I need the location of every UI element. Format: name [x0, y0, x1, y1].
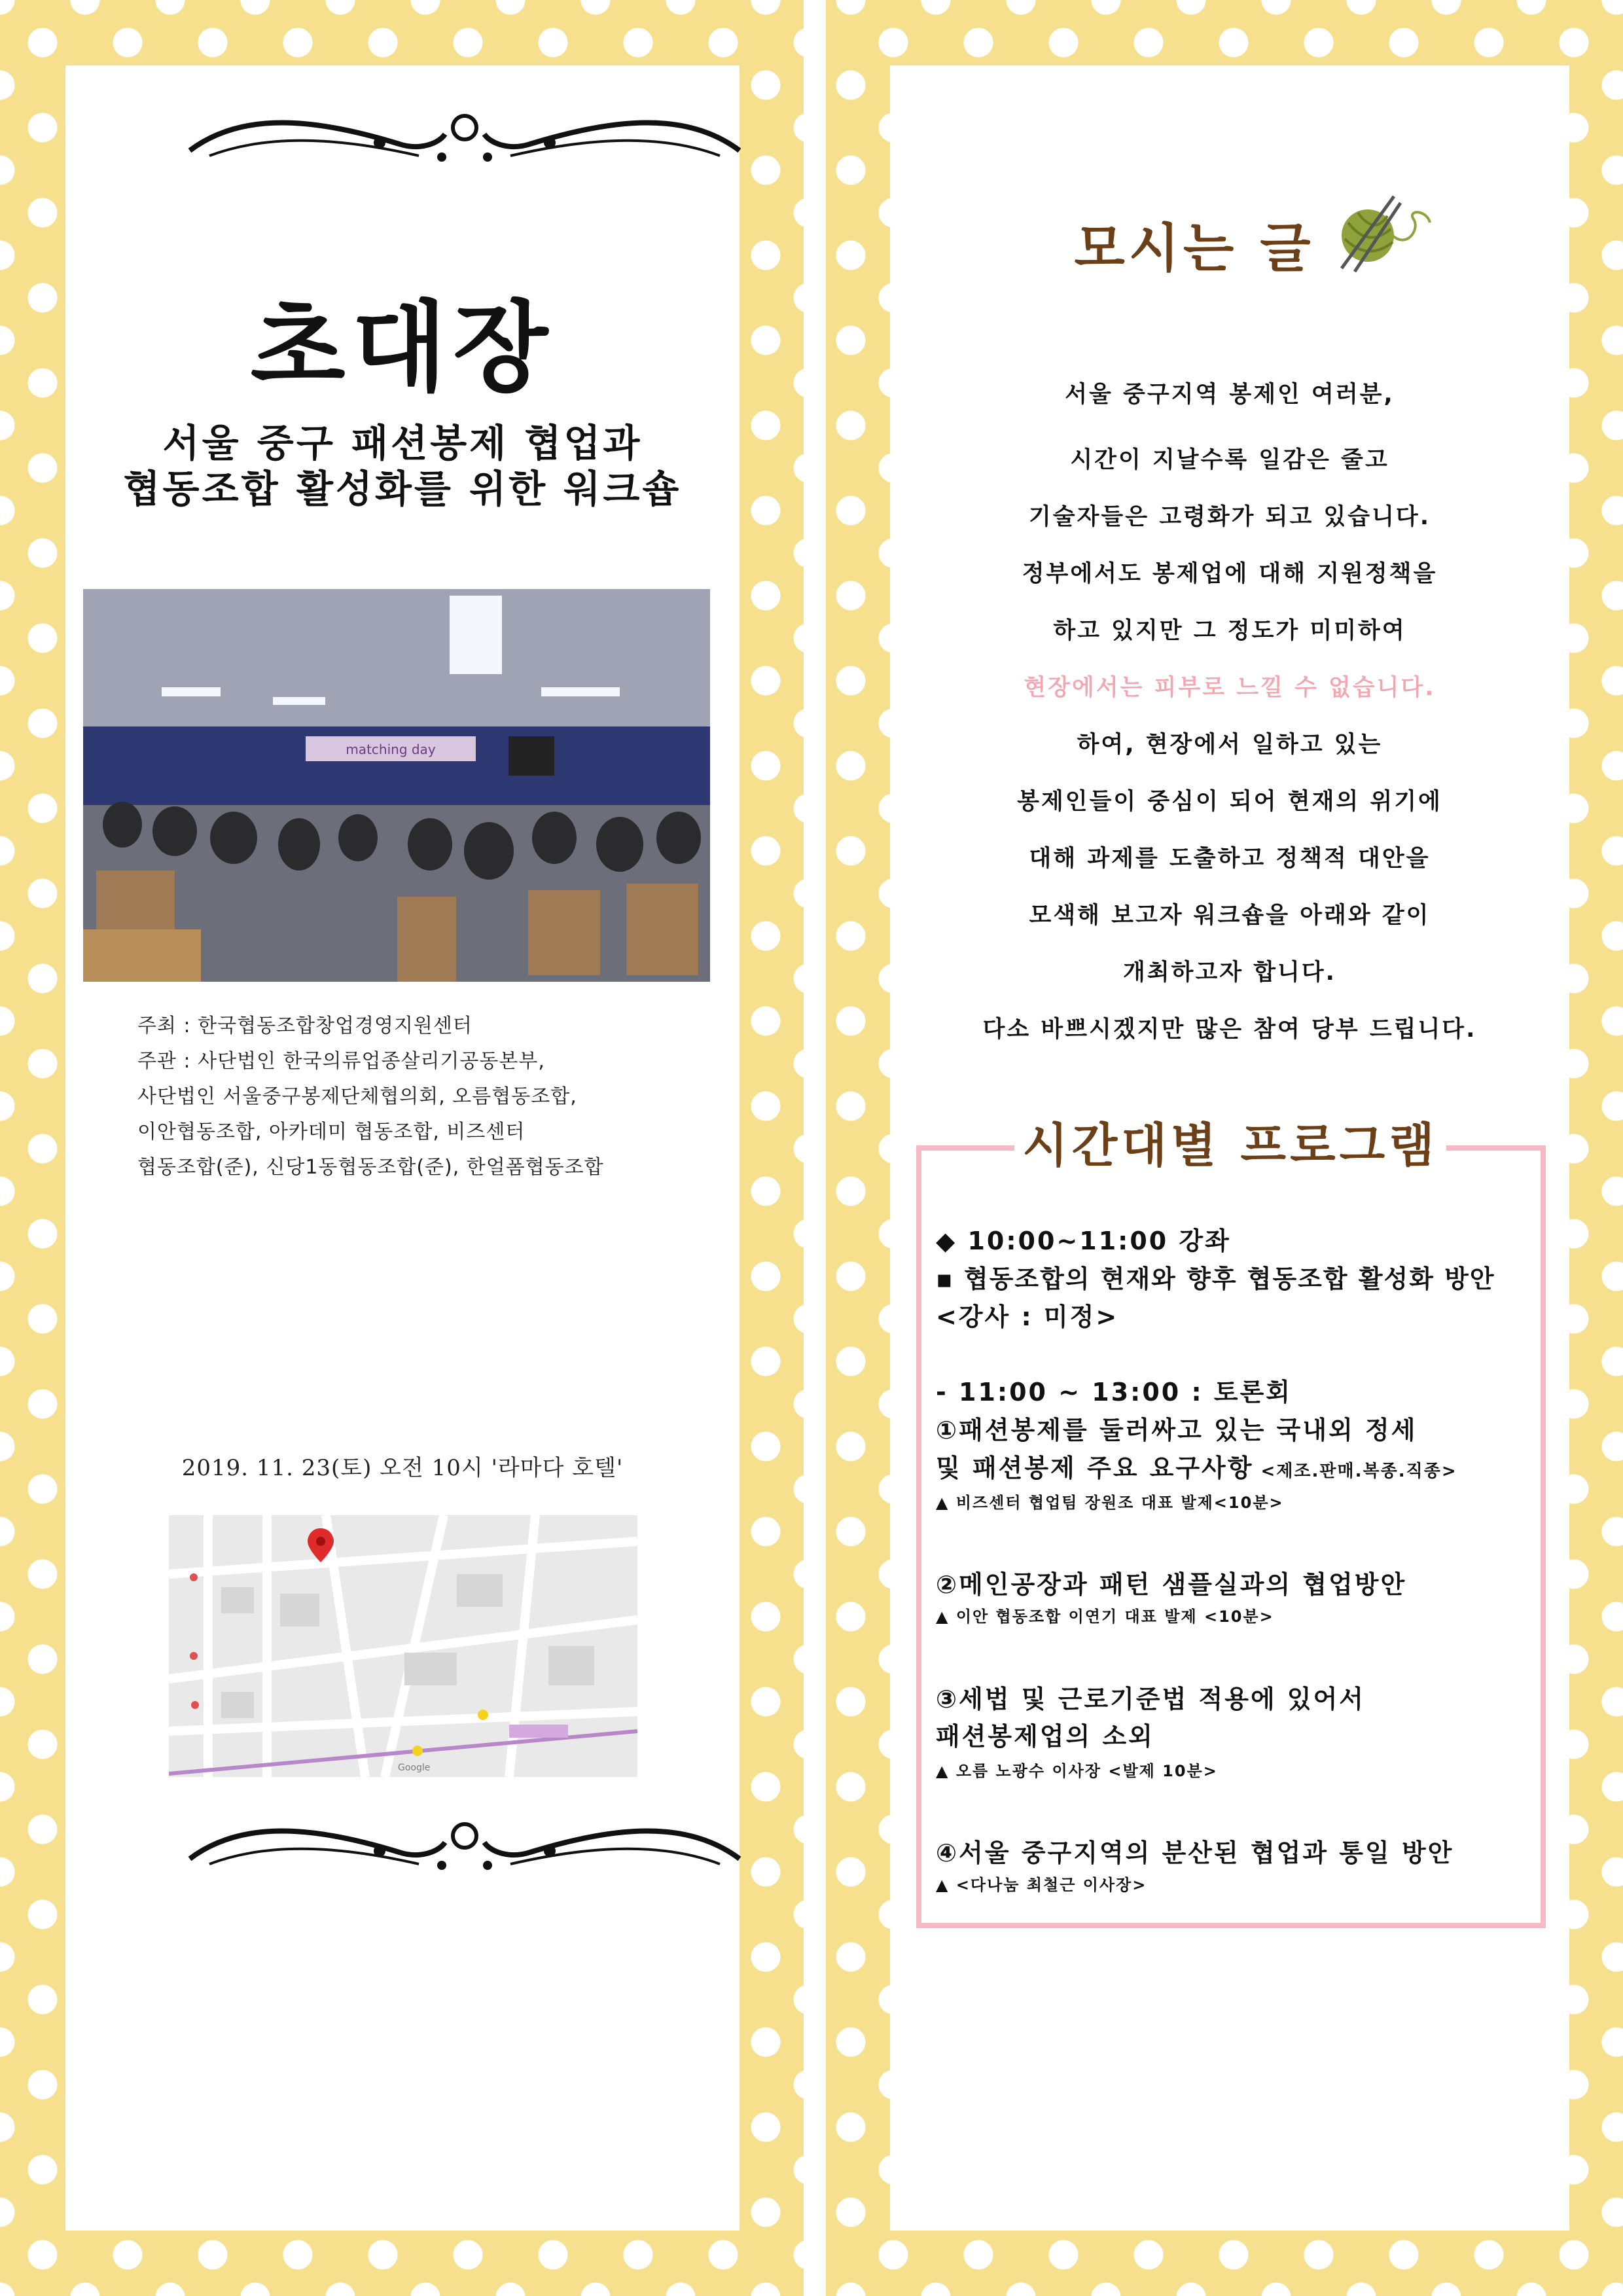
letter-line-1: 서울 중구지역 봉제인 여러분,: [1065, 382, 1395, 408]
program-topic-2: ②메인공장과 패턴 샘플실과의 협업방안: [936, 1570, 1407, 1599]
program-lecturer: <강사 : 미정>: [936, 1302, 1119, 1331]
letter-line-9: 대해 과제를 도출하고 정책적 대안을: [1029, 846, 1431, 872]
bottom-flourish-ornament: [183, 1813, 746, 1878]
program-lecture-time: ◆ 10:00~11:00 강좌: [936, 1227, 1231, 1255]
event-date-location: 2019. 11. 23(토) 오전 10시 '라마다 호텔': [181, 1455, 624, 1481]
invitation-cover-panel: [65, 65, 740, 2231]
program-topic-3: ③세법 및 근로기준법 적용에 있어서: [936, 1685, 1366, 1713]
program-topic-1-cont: [936, 1448, 1457, 1484]
organizer-line-1: 주최 : 한국협동조합창업경영지원센터: [137, 1014, 473, 1037]
letter-line-11: 개최하고자 합니다.: [1123, 960, 1336, 986]
program-discussion-time: - 11:00 ~ 13:00 : 토론회: [936, 1378, 1292, 1407]
letter-line-10: 모색해 보고자 워크숍을 아래와 같이: [1029, 903, 1431, 929]
program-topic-1-categories: <제조.판매.복종.직종>: [1253, 1462, 1457, 1481]
photo-banner-text: matching day: [346, 742, 436, 757]
letter-heading: 모시는 글: [1074, 217, 1315, 279]
program-topic-3-presenter: ▲ 오름 노광수 이사장 <발제 10분>: [936, 1762, 1218, 1780]
workshop-title-line2: 협동조합 활성화를 위한 워크숍: [123, 467, 682, 511]
yarn-ball-icon: [1329, 190, 1433, 275]
organizer-line-5: 협동조합(준), 신당1동협동조합(준), 한얼폼협동조합: [137, 1156, 604, 1179]
invitation-title: 초대장: [250, 291, 555, 405]
program-topic-1-cont-main: 및 패션봉제 주요 요구사항: [936, 1454, 1254, 1482]
program-lecture-topic: ▪ 협동조합의 현재와 향후 협동조합 활성화 방안: [936, 1265, 1495, 1293]
top-flourish-ornament: [183, 105, 746, 170]
program-title: 시간대별 프로그램: [1014, 1116, 1446, 1175]
letter-line-6-highlight: 현장에서는 피부로 느낄 수 없습니다.: [1024, 675, 1436, 701]
map-google-logo: Google: [398, 1763, 431, 1773]
program-topic-2-presenter: ▲ 이안 협동조합 이연기 대표 발제 <10분>: [936, 1607, 1274, 1626]
organizer-line-3: 사단법인 서울중구봉제단체협의회, 오름협동조합,: [137, 1085, 577, 1108]
letter-line-4: 정부에서도 봉제업에 대해 지원정책을: [1022, 561, 1438, 587]
organizer-line-2: 주관 : 사단법인 한국의류업종살리기공동본부,: [137, 1050, 545, 1073]
letter-line-3: 기술자들은 고령화가 되고 있습니다.: [1028, 504, 1431, 530]
program-topic-1: ①패션봉제를 둘러싸고 있는 국내외 정세: [936, 1416, 1418, 1444]
letter-program-panel: [890, 65, 1569, 2231]
letter-line-7: 하여, 현장에서 일하고 있는: [1077, 732, 1383, 758]
workshop-photo: [83, 589, 710, 982]
letter-line-2: 시간이 지날수록 일감은 줄고: [1070, 447, 1389, 473]
fold-gutter: [804, 0, 826, 2296]
location-map: [169, 1515, 637, 1777]
letter-line-8: 봉제인들이 중심이 되어 현재의 위기에: [1017, 789, 1442, 815]
program-topic-3-cont: 패션봉제업의 소외: [936, 1722, 1154, 1751]
program-topic-1-presenter: ▲ 비즈센터 협업팀 장원조 대표 발제<10분>: [936, 1494, 1284, 1512]
letter-line-12: 다소 바쁘시겠지만 많은 참여 당부 드립니다.: [982, 1016, 1477, 1043]
program-topic-4-presenter: ▲ <다나눔 최철근 이사장>: [936, 1876, 1147, 1894]
letter-line-5: 하고 있지만 그 정도가 미미하여: [1053, 618, 1406, 644]
workshop-title-line1: 서울 중구 패션봉제 협업과: [162, 421, 643, 465]
program-topic-4: ④서울 중구지역의 분산된 협업과 통일 방안: [936, 1839, 1454, 1867]
organizer-line-4: 이안협동조합, 아카데미 협동조합, 비즈센터: [137, 1121, 526, 1143]
